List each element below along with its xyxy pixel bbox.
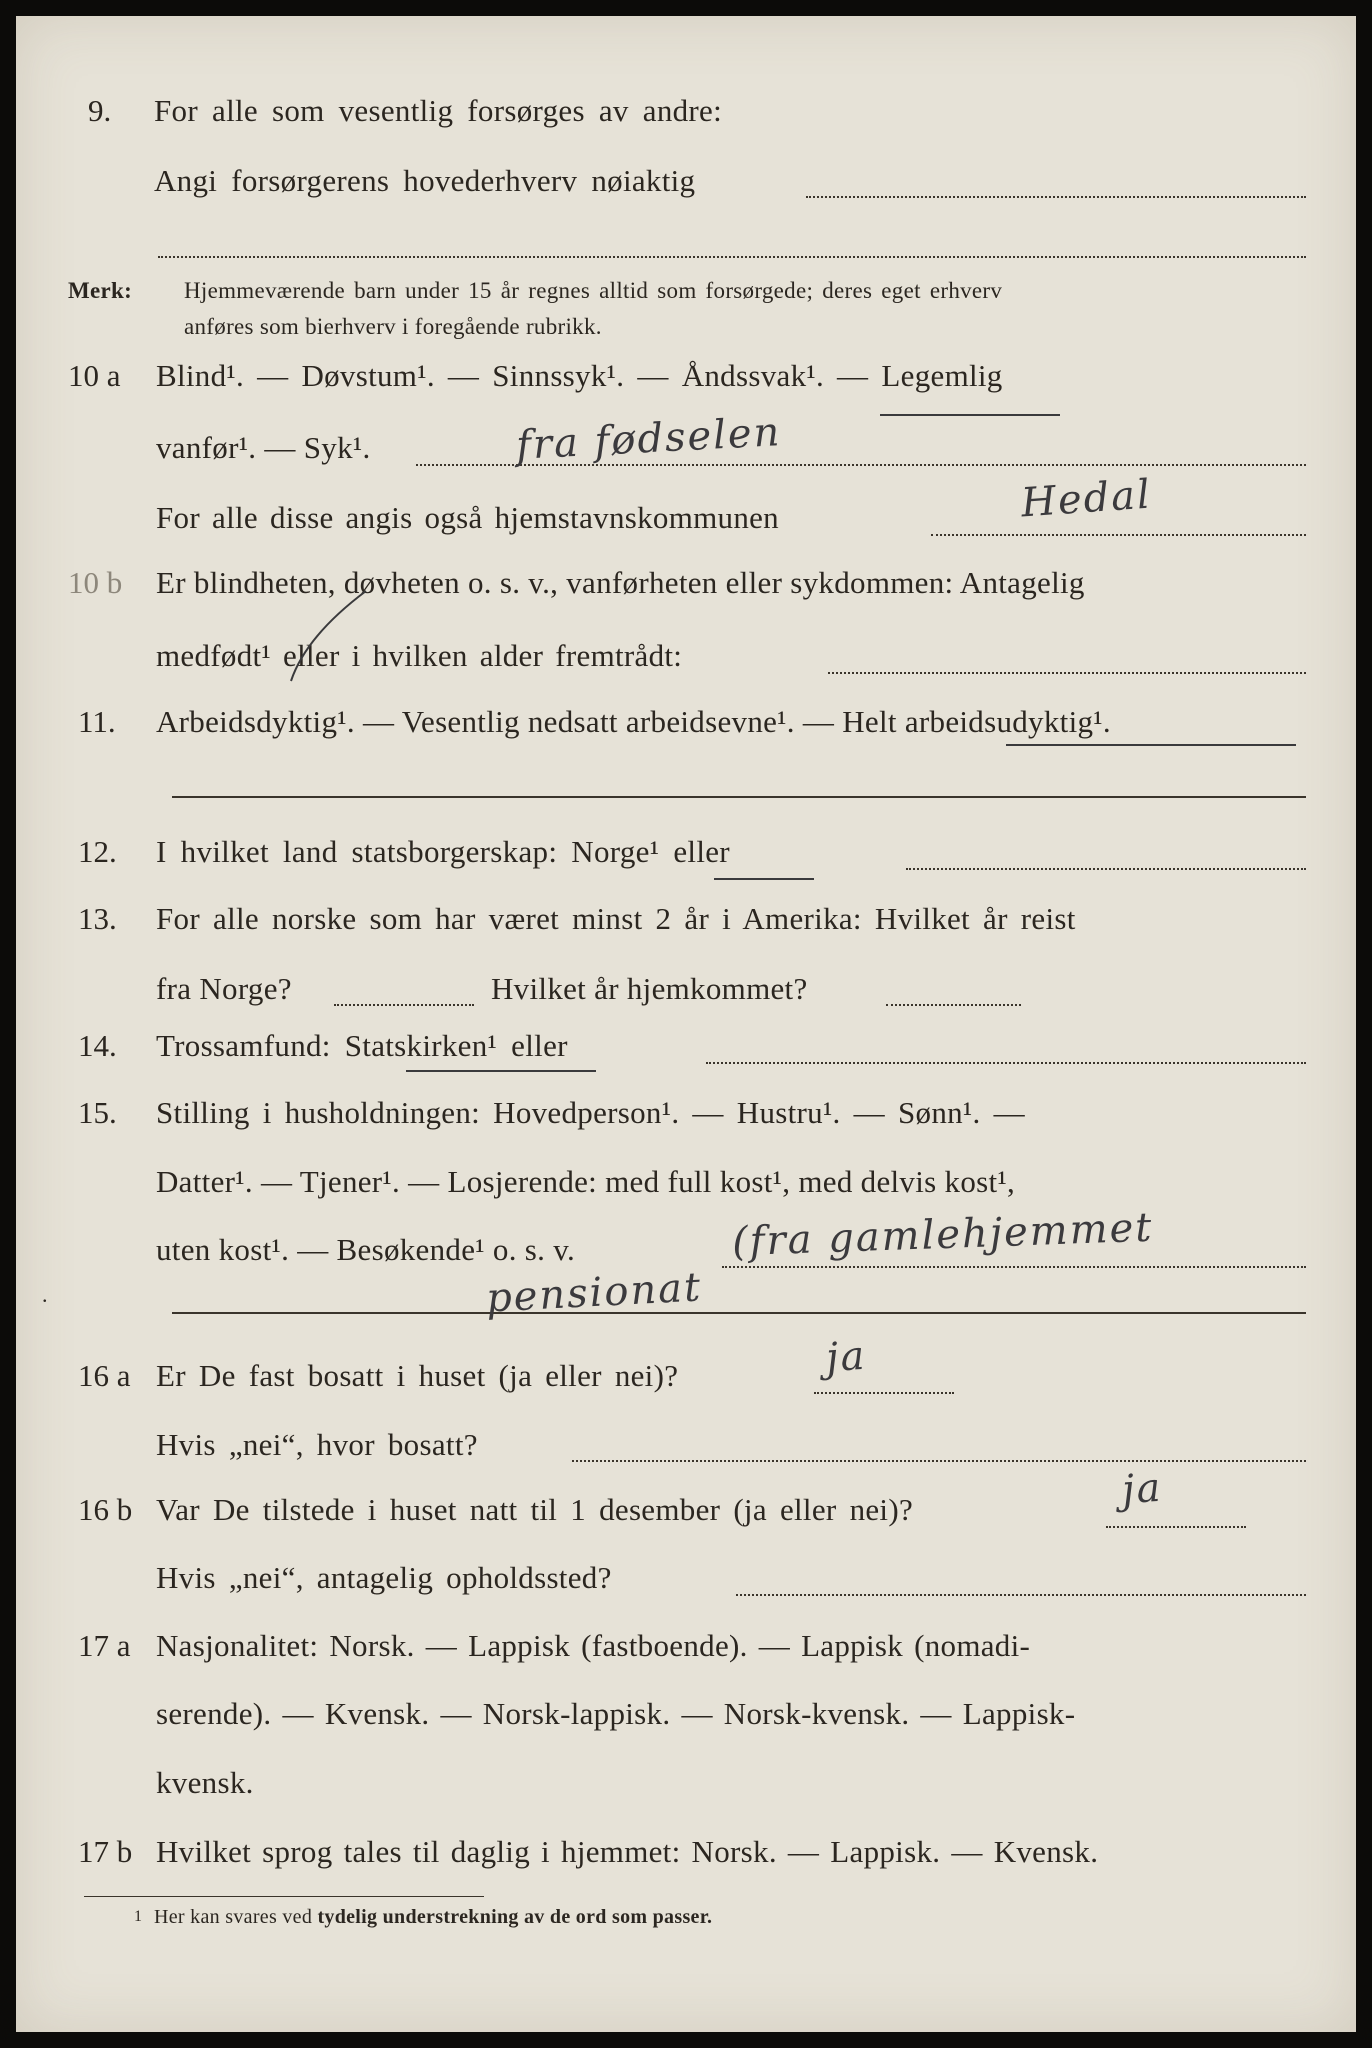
q9-line2: Angi forsørgerens hovederhverv nøiaktig — [154, 163, 696, 198]
q10a-line3: For alle disse angis også hjemstavnskommunen — [156, 500, 779, 535]
q13-number: 13. — [78, 901, 117, 936]
q10a-line1: Blind¹. — Døvstum¹. — Sinnssyk¹. — Åndssvak¹. — Legemlig — [156, 358, 1003, 393]
checkmark-stroke — [286, 586, 376, 696]
q15-line3: uten kost¹. — Besøkende¹ o. s. v. — [156, 1232, 576, 1267]
underline-statskirken — [406, 1070, 596, 1072]
underline-helt-arbeidsudyktig — [1006, 744, 1296, 746]
q16b-number: 16 b — [78, 1492, 133, 1527]
census-form-page — [16, 16, 1356, 2032]
q16b-answer-line — [1106, 1526, 1246, 1528]
q14-number: 14. — [78, 1028, 117, 1063]
q16b-line1: Var De tilstede i huset natt til 1 desember (ja eller nei)? — [156, 1492, 914, 1527]
q14-line1: Trossamfund: Statskirken¹ eller — [156, 1028, 568, 1063]
footnote-text-a: Her kan svares ved — [154, 1906, 313, 1928]
q10b-line1: Er blindheten, døvheten o. s. v., vanførheten eller sykdommen: Antagelig — [156, 565, 1085, 600]
underline-norge — [714, 878, 814, 880]
q9-answer-line-2 — [158, 256, 1306, 258]
merk-line2: anføres som bierhverv i foregående rubrikk. — [184, 314, 602, 339]
q12-answer-line — [906, 868, 1306, 870]
margin-dot: . — [42, 1282, 48, 1307]
q15-number: 15. — [78, 1095, 117, 1130]
q15-line1: Stilling i husholdningen: Hovedperson¹. — Hustru¹. — Sønn¹. — — [156, 1095, 1025, 1130]
q11-number: 11. — [78, 704, 116, 739]
q13-reist-answer-line — [334, 1004, 474, 1006]
q17a-line1: Nasjonalitet: Norsk. — Lappisk (fastboende). — Lappisk (nomadi- — [156, 1628, 1031, 1663]
q16b-line2: Hvis „nei“, antagelig opholdssted? — [156, 1560, 612, 1595]
handwriting-syk: fra fødselen — [514, 409, 783, 469]
q17a-line3: kvensk. — [156, 1765, 254, 1800]
q12-line1: I hvilket land statsborgerskap: Norge¹ eller — [156, 834, 730, 869]
footnote-text-b: tydelig understrekning av de ord som passer. — [317, 1906, 713, 1928]
q12-number: 12. — [78, 834, 117, 869]
q10b-number: 10 b — [68, 565, 123, 600]
underline-andssvak — [880, 414, 1060, 416]
q10b-line2: medfødt¹ eller i hvilken alder fremtrådt: — [156, 638, 683, 673]
q10b-answer-line — [828, 672, 1306, 674]
q11-line1: Arbeidsdyktig¹. — Vesentlig nedsatt arbeidsevne¹. — Helt arbeidsudyktig¹. — [156, 704, 1111, 739]
q9-answer-line — [806, 196, 1306, 198]
q13-hjemkommet-answer-line — [886, 1004, 1021, 1006]
q13-line1: For alle norske som har været minst 2 år i Amerika: Hvilket år reist — [156, 901, 1076, 936]
q14-answer-line — [706, 1062, 1306, 1064]
q15-answer-line-2 — [172, 1312, 1306, 1314]
q10a-line2: vanfør¹. — Syk¹. — [156, 430, 371, 465]
q9-number: 9. — [88, 93, 112, 128]
q13-line2a: fra Norge? — [156, 971, 292, 1006]
handwriting-hjemstavn: Hedal — [1019, 471, 1154, 527]
q15-answer-line — [722, 1266, 1306, 1268]
q17a-line2: serende). — Kvensk. — Norsk-lappisk. — Norsk-kvensk. — Lappisk- — [156, 1696, 1076, 1731]
footnote-text — [154, 1906, 712, 1929]
merk-line1: Hjemmeværende barn under 15 år regnes alltid som forsørgede; deres eget erhverv — [184, 278, 1003, 303]
q13-line2b: Hvilket år hjemkommet? — [491, 971, 808, 1006]
q15-line2: Datter¹. — Tjener¹. — Losjerende: med full kost¹, med delvis kost¹, — [156, 1164, 1016, 1199]
q11-answer-line — [172, 796, 1306, 798]
q17b-line1: Hvilket sprog tales til daglig i hjemmet: Norsk. — Lappisk. — Kvensk. — [156, 1834, 1099, 1869]
merk-label: Merk: — [68, 278, 133, 303]
footnote-mark: 1 — [134, 1908, 143, 1925]
handwriting-besokende-2: pensionat — [484, 1264, 704, 1322]
q16a-line1: Er De fast bosatt i huset (ja eller nei)? — [156, 1358, 679, 1393]
q16a-bosatt-answer-line — [572, 1460, 1306, 1462]
q16a-number: 16 a — [78, 1358, 131, 1393]
q16b-opholdssted-answer-line — [736, 1594, 1306, 1596]
handwriting-q16a-answer: ja — [824, 1332, 868, 1382]
handwriting-besokende-1: (fra gamlehjemmet — [731, 1204, 1155, 1266]
q10a-number: 10 a — [68, 358, 121, 393]
q17b-number: 17 b — [78, 1834, 133, 1869]
footnote-separator — [84, 1896, 484, 1897]
q10a-hjemstavn-answer-line — [931, 534, 1306, 536]
q17a-number: 17 a — [78, 1628, 131, 1663]
q9-line1: For alle som vesentlig forsørges av andre: — [154, 93, 723, 128]
handwriting-q16b-answer: ja — [1120, 1464, 1164, 1514]
q16a-line2: Hvis „nei“, hvor bosatt? — [156, 1427, 478, 1462]
q16a-answer-line — [814, 1392, 954, 1394]
